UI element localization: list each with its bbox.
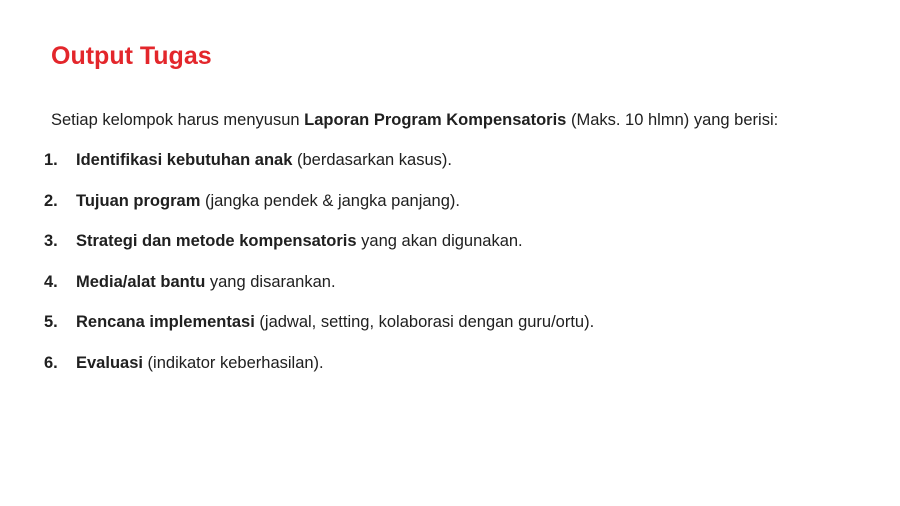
list-item-text: yang disarankan. [205, 272, 336, 291]
list-item [44, 149, 594, 190]
list-item-bold: Rencana implementasi [76, 313, 255, 331]
list-item-number: 2. [44, 191, 58, 210]
list-item-bold: Media/alat bantu [76, 272, 206, 291]
list-item [44, 271, 594, 312]
list-item [44, 190, 594, 231]
list-item-bold: Tujuan program [76, 191, 201, 210]
list-item [44, 311, 594, 352]
list-item-text: yang akan digunakan. [356, 232, 523, 250]
slide-title: Output Tugas [51, 42, 212, 70]
intro-paragraph [51, 109, 778, 131]
list-item-text: (jangka pendek & jangka panjang). [200, 191, 460, 210]
list-item [44, 230, 594, 271]
list-item-bold: Evaluasi [76, 353, 143, 372]
list-item-number: 1. [44, 151, 58, 169]
list-item-number: 3. [44, 232, 58, 250]
list-item-number: 4. [44, 272, 58, 291]
intro-text-bold: Laporan Program Kompensatoris [304, 111, 567, 129]
list-item-bold: Strategi dan metode kompensatoris [76, 232, 357, 250]
requirements-list [44, 149, 594, 392]
list-item-number: 6. [44, 353, 58, 372]
list-item-text: (indikator keberhasilan). [142, 353, 324, 372]
list-item [44, 352, 594, 393]
intro-text-after: (Maks. 10 hlmn) yang berisi: [566, 111, 779, 129]
list-item-bold: Identifikasi kebutuhan anak [76, 151, 293, 169]
list-item-number: 5. [44, 313, 58, 331]
list-item-text: (jadwal, setting, kolaborasi dengan guru/ortu). [254, 313, 595, 331]
intro-text-before: Setiap kelompok harus menyusun [51, 111, 305, 129]
list-item-text: (berdasarkan kasus). [292, 151, 452, 169]
